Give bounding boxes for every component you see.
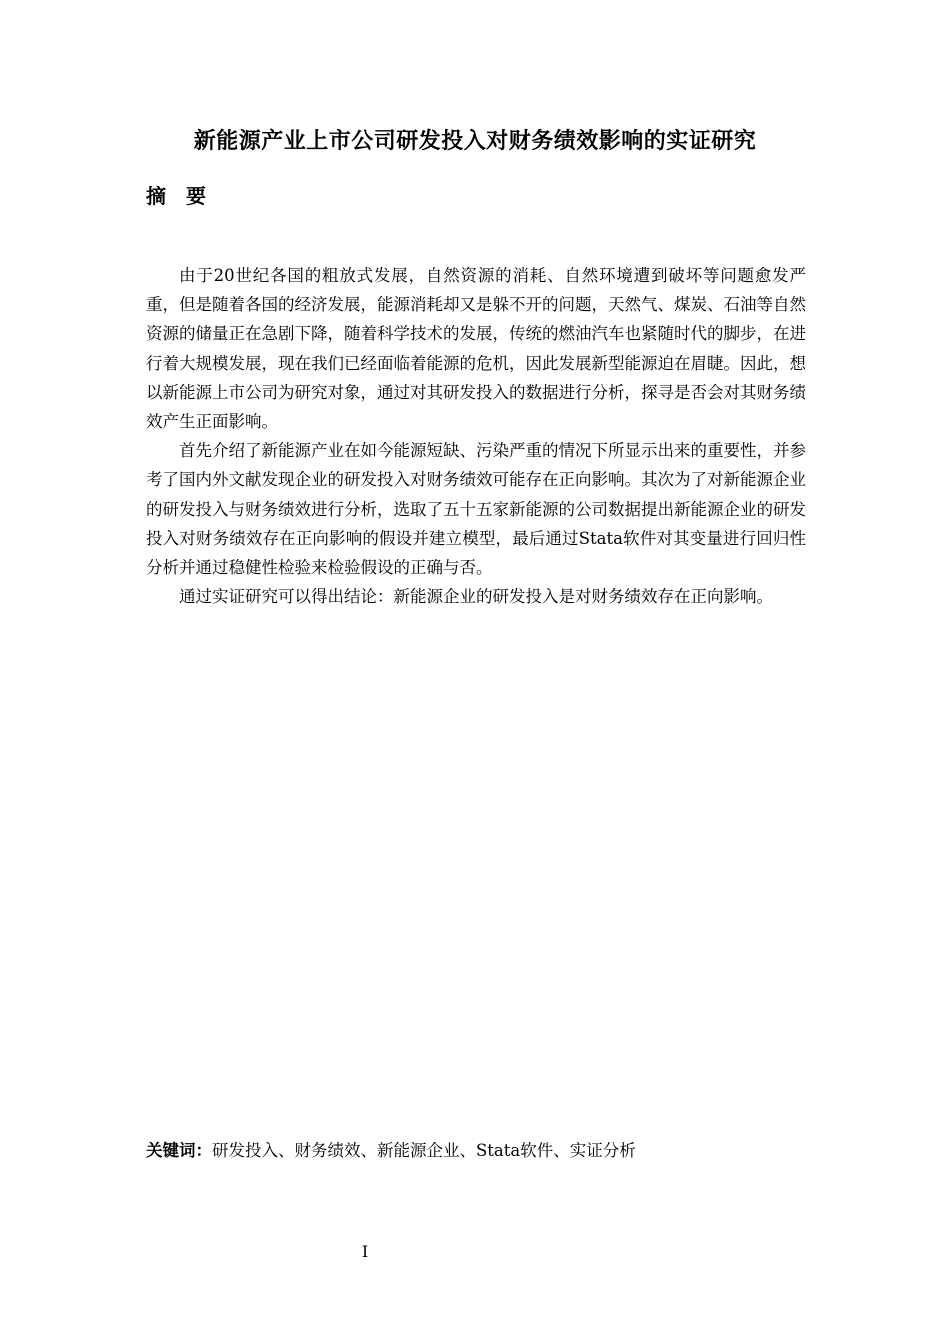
keywords-list: 研发投入、财务绩效、新能源企业、Stata软件、实证分析 — [212, 1141, 636, 1160]
page-number: I — [361, 1242, 369, 1261]
keywords-line — [146, 1136, 806, 1165]
abstract-paragraph-3: 通过实证研究可以得出结论：新能源企业的研发投入是对财务绩效存在正向影响。 — [179, 587, 773, 607]
abstract-paragraph-2: 首先介绍了新能源产业在如今能源短缺、污染严重的情况下所显示出来的重要性，并参考了国内外文献发现企业的研发投入对财务绩效可能存在正向影响。其次为了对新能源企业的研发投入与财务绩效进行分析，选取了五十五家新能源的公司数据提出新能源企业的研发投入对财务绩效存在正向影响的假设并建立模型，最后通过Stata软件对其变量进行回归性分析并通过稳健性检验来检验假设的正确与否。 — [146, 441, 806, 578]
abstract-heading: 摘要 — [146, 184, 226, 208]
keywords-label: 关键词： — [146, 1141, 212, 1160]
abstract-body — [146, 261, 806, 611]
document-title: 新能源产业上市公司研发投入对财务绩效影响的实证研究 — [193, 129, 757, 154]
abstract-paragraph-1: 由于20世纪各国的粗放式发展，自然资源的消耗、自然环境遭到破坏等问题愈发严重，但是随着各国的经济发展，能源消耗却又是躲不开的问题，天然气、煤炭、石油等自然资源的储量正在急剧下降，随着科学技术的发展，传统的燃油汽车也紧随时代的脚步，在进行着大规模发展，现在我们已经面临着能源的危机，因此发展新型能源迫在眉睫。因此，想以新能源上市公司为研究对象，通过对其研发投入的数据进行分析，探寻是否会对其财务绩效产生正面影响。 — [146, 266, 806, 432]
